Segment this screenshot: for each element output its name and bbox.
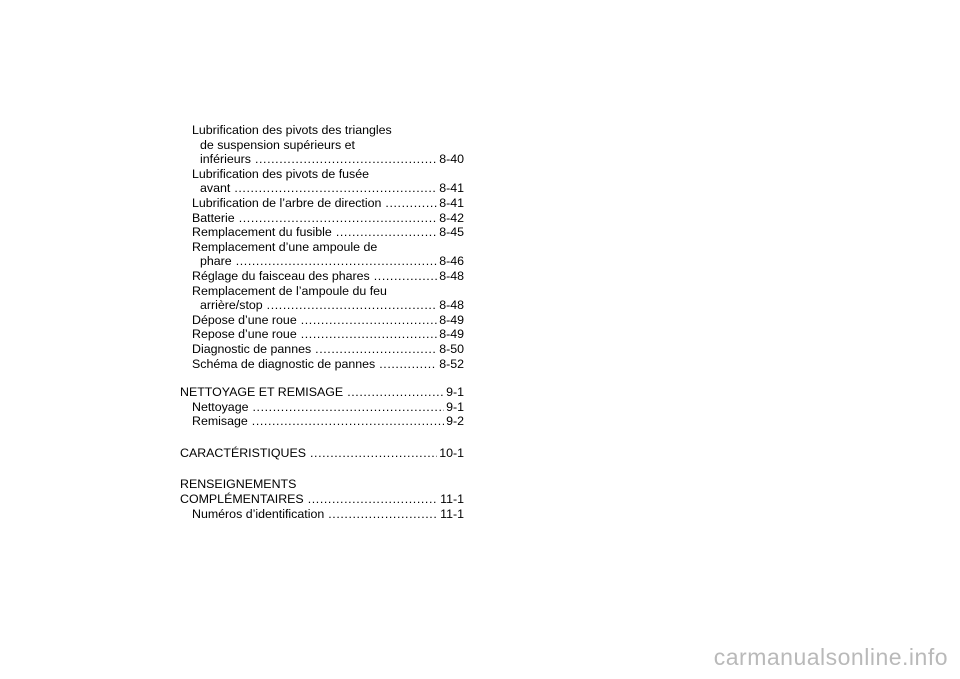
toc-page-number: 9-1: [446, 399, 464, 414]
toc-entry-text: Remisage: [192, 414, 248, 429]
toc-entry[interactable]: [180, 327, 464, 342]
dot-leader: [385, 196, 437, 211]
toc-entry-text: avant: [200, 181, 231, 196]
toc-entry-text: Batterie: [192, 210, 235, 225]
toc-entry[interactable]: [180, 357, 464, 372]
toc-entry[interactable]: [180, 507, 464, 522]
table-of-contents: [180, 123, 464, 521]
toc-entry[interactable]: [180, 298, 464, 313]
toc-entry-text: Lubrification des pivots des triangles: [192, 123, 392, 137]
dot-leader: [315, 342, 437, 357]
dot-leader: [267, 298, 438, 313]
toc-section-title: NETTOYAGE ET REMISAGE: [180, 385, 344, 400]
toc-section-entry[interactable]: [180, 446, 464, 461]
toc-page-number: 8-48: [439, 268, 464, 283]
dot-leader: [379, 357, 437, 372]
dot-leader: [301, 327, 437, 342]
dot-leader: [301, 313, 437, 328]
dot-leader: [234, 181, 437, 196]
toc-entry-text: Lubrification de l’arbre de direction: [192, 195, 382, 210]
toc-section-title: COMPLÉMENTAIRES: [180, 492, 304, 507]
toc-entry[interactable]: [180, 254, 464, 269]
toc-entry-text: Repose d’une roue: [192, 327, 297, 342]
toc-entry-text: Réglage du faisceau des phares: [192, 268, 370, 283]
dot-leader: [328, 507, 438, 522]
toc-page-number: 10-1: [439, 445, 464, 460]
toc-entry[interactable]: [180, 342, 464, 357]
toc-page-number: 8-45: [439, 225, 464, 240]
toc-entry[interactable]: [180, 225, 464, 240]
toc-page-number: 8-42: [439, 210, 464, 225]
dot-leader: [236, 254, 437, 269]
toc-entry-text: inférieurs: [200, 152, 251, 167]
toc-section-entry[interactable]: [180, 385, 464, 400]
toc-entry-text: Diagnostic de pannes: [192, 341, 312, 356]
dot-leader: [255, 152, 437, 167]
toc-entry[interactable]: [180, 211, 464, 226]
toc-page-number: 9-1: [446, 385, 464, 400]
dot-leader: [336, 225, 437, 240]
toc-entry-text: Dépose d’une roue: [192, 312, 297, 327]
toc-page-number: 8-49: [439, 327, 464, 342]
toc-entry-text: Remplacement d’une ampoule de: [192, 239, 378, 254]
toc-entry-text: Numéros d’identification: [192, 506, 325, 521]
dot-leader: [374, 269, 437, 284]
dot-leader: [347, 385, 444, 400]
toc-page-number: 8-41: [439, 195, 464, 210]
toc-page-number: 8-48: [439, 298, 464, 313]
toc-page-number: 8-50: [439, 341, 464, 356]
dot-leader: [252, 414, 444, 429]
toc-section-title: RENSEIGNEMENTS: [180, 477, 297, 492]
toc-entry[interactable]: [180, 181, 464, 196]
section-spacer: [180, 460, 464, 477]
toc-entry-text: Lubrification des pivots de fusée: [192, 166, 370, 181]
toc-entry[interactable]: [180, 152, 464, 167]
section-spacer: [180, 429, 464, 446]
toc-entry[interactable]: [180, 400, 464, 415]
toc-page-number: 8-46: [439, 254, 464, 269]
toc-entry-text: arrière/stop: [200, 298, 263, 313]
toc-page-number: 8-40: [439, 152, 464, 167]
toc-page-number: 8-49: [439, 312, 464, 327]
toc-page-number: 9-2: [446, 414, 464, 429]
toc-entry-text: de suspension supérieurs et: [200, 137, 355, 152]
toc-entry-text: Remplacement de l’ampoule du feu: [192, 283, 387, 298]
section-spacer: [180, 371, 464, 385]
toc-section-title: CARACTÉRISTIQUES: [180, 445, 306, 460]
toc-page-number: 11-1: [440, 506, 464, 521]
watermark: carmanualsonline.info: [713, 644, 948, 670]
dot-leader: [252, 400, 444, 415]
toc-entry[interactable]: [180, 414, 464, 429]
toc-page-number: 8-41: [439, 181, 464, 196]
toc-page-number: 8-52: [439, 356, 464, 371]
toc-entry-text: Nettoyage: [192, 399, 249, 414]
toc-entry-text: phare: [200, 254, 232, 269]
toc-entry-text: Schéma de diagnostic de pannes: [192, 356, 376, 371]
toc-entry[interactable]: [180, 196, 464, 211]
toc-entry[interactable]: [180, 269, 464, 284]
toc-section-entry[interactable]: [180, 492, 464, 507]
dot-leader: [239, 211, 437, 226]
toc-entry-text: Remplacement du fusible: [192, 225, 332, 240]
toc-page-number: 11-1: [440, 492, 464, 507]
dot-leader: [308, 492, 438, 507]
toc-entry[interactable]: [180, 313, 464, 328]
dot-leader: [310, 446, 437, 461]
